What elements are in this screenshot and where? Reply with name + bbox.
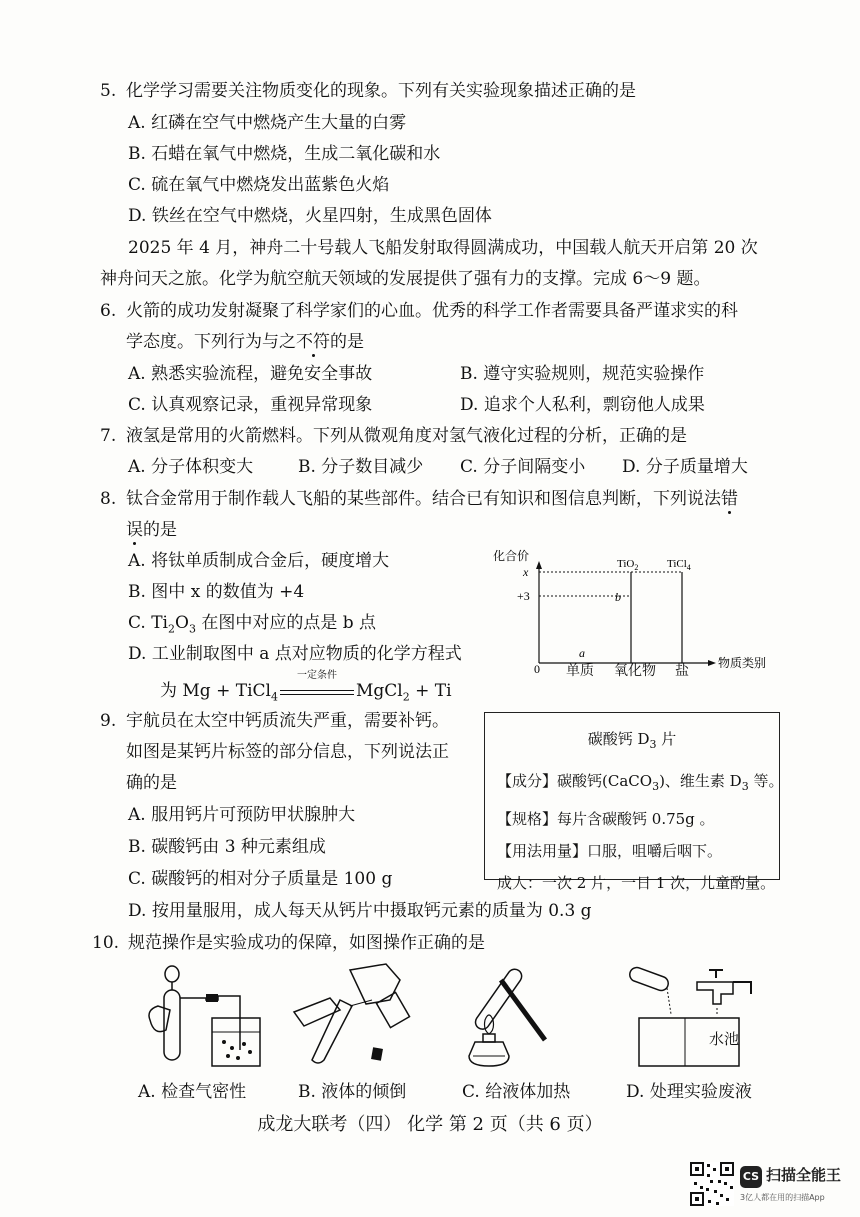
question-stem: 规范操作是实验成功的保障，如图操作正确的是 (128, 933, 485, 953)
option-c: C. 碳酸钙的相对分子质量是 100 g (128, 869, 393, 889)
figure-pouring-icon (290, 960, 420, 1070)
caption-a: A. 检查气密性 (138, 1082, 247, 1102)
equation-text: MgCl (355, 681, 403, 701)
question-10 (92, 928, 485, 959)
question-6-line-2 (126, 327, 364, 358)
equals-line (280, 694, 354, 695)
point-b: b (615, 590, 621, 604)
point-a: a (579, 646, 585, 660)
option-c: C. 分子间隔变小 (460, 457, 586, 477)
option-a: A. 服用钙片可预防甲状腺肿大 (128, 805, 356, 825)
sink-label: 水池 (709, 1030, 740, 1048)
emphasis-text: 不符 (296, 332, 330, 352)
intro-line-1: 2025 年 4 月，神舟二十号载人飞船发射取得圆满成功，中国载人航天开启第 20 次 (128, 238, 758, 258)
question-stem: 液氢是常用的火箭燃料。下列从微观角度对氢气液化过程的分析，正确的是 (126, 426, 687, 446)
option-text: O (175, 613, 189, 633)
question-6 (100, 296, 738, 327)
figure-airtightness-icon (140, 960, 270, 1070)
reaction-condition: 一定条件 (296, 669, 337, 681)
y-axis-arrow (536, 561, 542, 569)
question-stem: 宇航员在太空中钙质流失严重，需要补钙。 (126, 711, 449, 731)
question-8-line-2 (126, 515, 177, 546)
stem-text: 的是 (330, 332, 364, 352)
scanner-name: 扫描全能王 (766, 1166, 842, 1184)
caption-d: D. 处理实验废液 (626, 1082, 752, 1102)
option-a: A. 将钛单质制成合金后，硬度增大 (128, 551, 390, 571)
option-c: C. 认真观察记录，重视异常现象 (128, 395, 373, 415)
question-8 (100, 484, 738, 515)
label-title: 碳酸钙 $D_3$ 片 (587, 730, 677, 751)
question-number: 6. (100, 301, 117, 321)
scanner-tagline: 3亿人都在用的扫描App (740, 1193, 825, 1202)
question-stem: 钛合金常用于制作载人飞船的某些部件。结合已有知识和图信息判断，下列说法 (126, 489, 721, 509)
calcium-tablet-label (484, 712, 784, 892)
scanner-watermark (690, 1162, 850, 1210)
valence-chart (490, 545, 790, 675)
question-9-line-3: 确的是 (126, 773, 177, 793)
option-c: C. 硫在氧气中燃烧发出蓝紫色火焰 (128, 175, 390, 195)
equals-line (280, 690, 354, 691)
question-9 (100, 706, 449, 737)
label-usage: 【用法用量】口服，咀嚼后咽下。 (497, 842, 723, 860)
emphasis-text: 误 (126, 520, 143, 540)
subscript: 2 (402, 690, 410, 704)
scanner-logo-icon: CS (740, 1166, 762, 1188)
option-text: C. Ti (128, 613, 168, 633)
equation-arrow (278, 669, 356, 702)
stem-text: 的是 (143, 520, 177, 540)
origin-label: 0 (534, 662, 540, 675)
question-number: 7. (100, 426, 117, 446)
x-axis-arrow (708, 660, 716, 666)
option-b: B. 分子数目减少 (298, 457, 424, 477)
option-b: B. 遵守实验规则，规范实验操作 (460, 364, 705, 384)
subscript: 3 (188, 622, 196, 636)
page-footer: 成龙大联考（四） 化学 第 2 页（共 6 页） (257, 1114, 603, 1135)
qr-code-icon (690, 1162, 734, 1206)
option-a: A. 熟悉实验流程，避免安全事故 (128, 364, 373, 384)
question-9-line-2: 如图是某钙片标签的部分信息，下列说法正 (126, 742, 449, 762)
option-a: A. 分子体积变大 (128, 457, 254, 477)
option-d: D. 追求个人私利，剽窃他人成果 (460, 395, 705, 415)
question-number: 5. (100, 81, 117, 101)
category-oxide: 氧化物 (614, 663, 656, 679)
option-d: D. 铁丝在空气中燃烧，火星四射，生成黑色固体 (128, 206, 492, 226)
y-tick-plus3: +3 (517, 589, 530, 603)
option-b: B. 图中 x 的数值为 +4 (128, 582, 305, 602)
option-b: B. 石蜡在氧气中燃烧，生成二氧化碳和水 (128, 144, 441, 164)
option-d: D. 按用量服用，成人每天从钙片中摄取钙元素的质量为 0.3 g (128, 901, 592, 921)
label-dosage: 成人：一次 2 片，一日 1 次，儿童酌量。 (497, 874, 776, 892)
y-tick-x: x (523, 565, 529, 579)
category-salt: 盐 (675, 663, 689, 679)
label-ingredients: 【成分】碳酸钙(CaCO$_3$)、维生素 $D_3$ 等。 (497, 772, 784, 793)
question-stem: 火箭的成功发射凝聚了科学家们的心血。优秀的科学工作者需要具备严谨求实的科 (126, 301, 738, 321)
stem-text: 学态度。下列行为与之 (126, 332, 296, 352)
subscript: 4 (270, 690, 278, 704)
label-spec: 【规格】每片含碳酸钙 0.75g 。 (497, 810, 715, 828)
question-number: 10. (92, 933, 120, 953)
question-number: 9. (100, 711, 117, 731)
question-number: 8. (100, 489, 117, 509)
question-stem: 化学学习需要关注物质变化的现象。下列有关实验现象描述正确的是 (126, 81, 636, 101)
x-axis-label: 物质类别 (718, 656, 767, 670)
option-b: B. 碳酸钙由 3 种元素组成 (128, 837, 326, 857)
intro-line-2: 神舟问天之旅。化学为航空航天领域的发展提供了强有力的支撑。完成 6～9 题。 (100, 269, 711, 289)
category-element: 单质 (566, 663, 594, 679)
option-text: 在图中对应的点是 b 点 (195, 613, 377, 633)
point-ticl4: TiCl$_4$ (667, 558, 691, 572)
question-5 (100, 76, 636, 107)
option-d: D. 分子质量增大 (622, 457, 748, 477)
equation-text: 为 Mg + TiCl (160, 681, 271, 701)
figure-waste-icon (625, 960, 765, 1070)
y-axis-label: 化合价 (493, 549, 530, 563)
point-tio2: TiO$_2$ (617, 558, 639, 572)
subscript: 2 (168, 622, 175, 636)
caption-c: C. 给液体加热 (462, 1082, 571, 1102)
equation-text: + Ti (409, 681, 452, 701)
caption-b: B. 液体的倾倒 (298, 1082, 407, 1102)
emphasis-text: 错 (721, 489, 738, 509)
figure-heating-icon (455, 960, 565, 1070)
option-a: A. 红磷在空气中燃烧产生大量的白雾 (128, 113, 407, 133)
question-7 (100, 421, 687, 452)
option-d: D. 工业制取图中 a 点对应物质的化学方程式 (128, 644, 462, 664)
